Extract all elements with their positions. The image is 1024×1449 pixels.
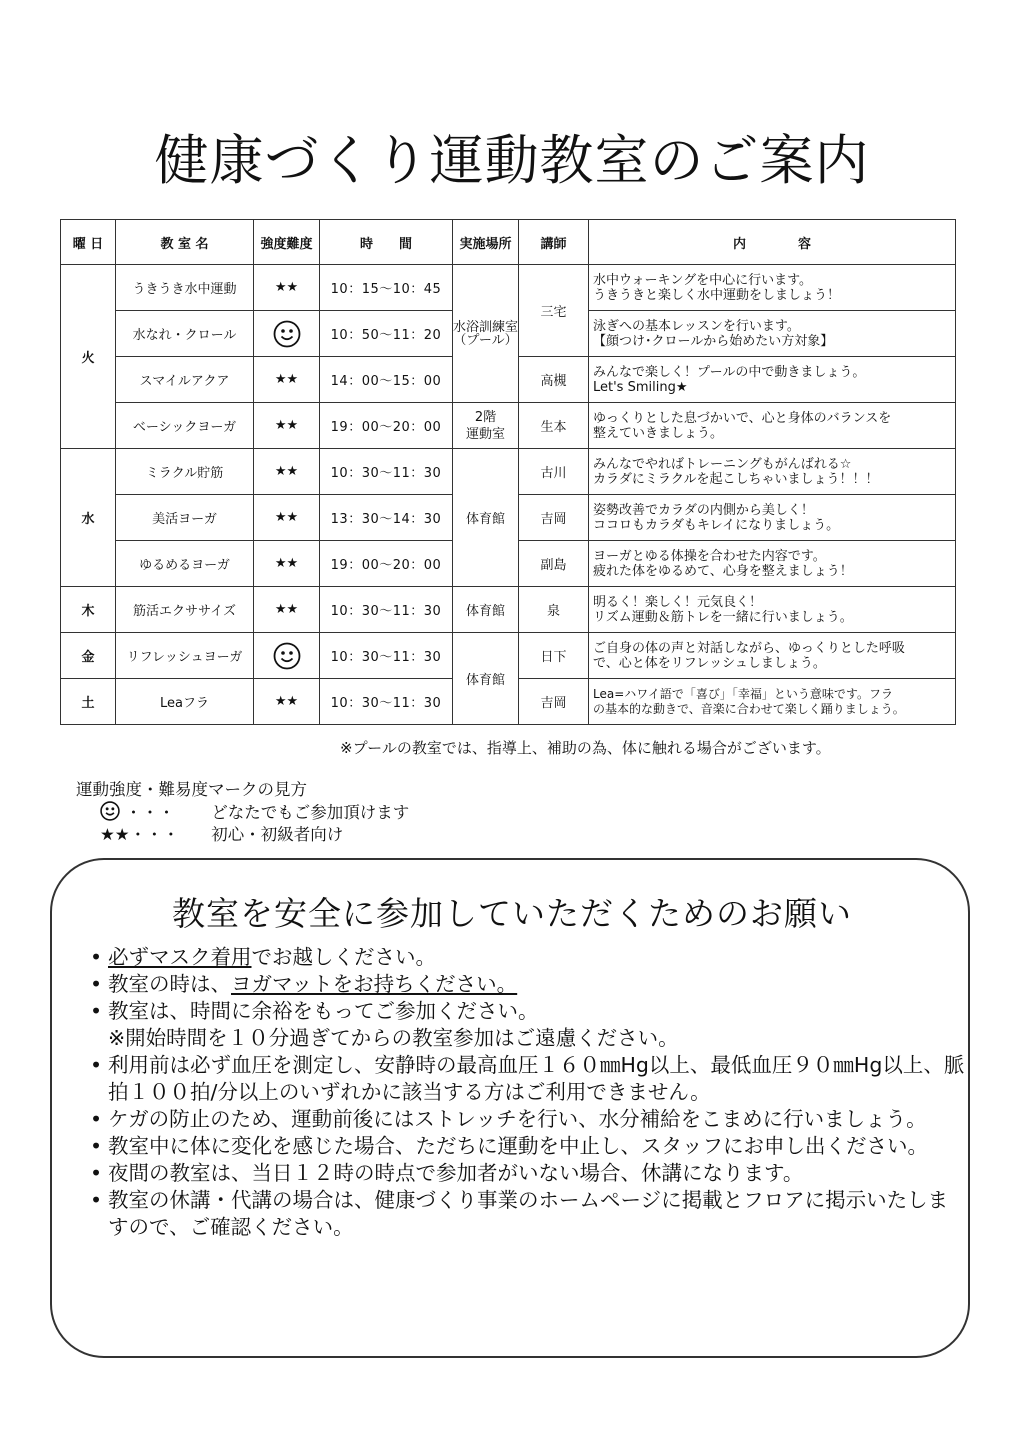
instructor-cell: 副島 (519, 541, 589, 587)
content-cell (589, 357, 956, 403)
header-level: 強度難度 (254, 220, 320, 265)
venue-cell: 体育館 (453, 449, 519, 587)
pool-note: ※プールの教室では、指導上、補助の為、体に触れる場合がございます。 (340, 739, 831, 757)
content-cell (589, 449, 956, 495)
list-item (86, 971, 966, 998)
header-content: 内 容 (589, 220, 956, 265)
time-cell: 19：00〜20：00 (320, 403, 453, 449)
list-item: • 教室中に体に変化を感じた場合、ただちに運動を中止し、スタッフにお申し出ください。 (86, 1133, 966, 1160)
class-name: 水なれ・クロール (116, 311, 254, 357)
venue-cell: 体育館 (453, 633, 519, 725)
content-cell (589, 633, 956, 679)
time-cell: 10：30〜11：30 (320, 633, 453, 679)
content-line: ゆっくりとした息づかいで、心と身体のバランスを (593, 410, 892, 426)
venue-cell: 体育館 (453, 587, 519, 633)
content-line: Let's Smiling★ (593, 379, 688, 395)
class-name: うきうき水中運動 (116, 265, 254, 311)
content-line: 姿勢改善でカラダの内側から美しく！ (593, 502, 814, 518)
instructor-cell: 生本 (519, 403, 589, 449)
time-cell: 10：30〜11：30 (320, 679, 453, 725)
time-cell: 13：30〜14：30 (320, 495, 453, 541)
content-line: で、心と体をリフレッシュしましょう。 (593, 655, 826, 671)
header-day: 曜 日 (61, 220, 116, 265)
content-line: 整えていきましょう。 (593, 425, 724, 441)
list-item (86, 944, 966, 971)
legend-smiley-row (76, 801, 409, 824)
class-name: 筋活エクササイズ (116, 587, 254, 633)
content-line: カラダにミラクルを起こしちゃいましょう！！！ (593, 471, 879, 487)
legend-stars-key: ★★・・・ (100, 825, 180, 844)
table-row (61, 265, 956, 311)
level-stars: ★★ (254, 449, 320, 495)
content-cell (589, 495, 956, 541)
table-row (61, 633, 956, 679)
venue-cell: 2階 運動室 (453, 403, 519, 449)
smiley-icon (273, 642, 301, 670)
class-name: ベーシックヨーガ (116, 403, 254, 449)
list-item-text: 教室は、時間に余裕をもってご参加ください。 (108, 999, 539, 1023)
content-line: Lea=ハワイ語で「喜び」「幸福」という意味です。フラ (593, 686, 893, 701)
table-row (61, 403, 956, 449)
day-cell: 金 (61, 633, 116, 679)
table-row (61, 587, 956, 633)
class-name: ミラクル貯筋 (116, 449, 254, 495)
content-line: の基本的な動きで、音楽に合わせて楽しく踊りましょう。 (593, 701, 905, 716)
requests-list (86, 944, 966, 1241)
list-item-text: でお越しください。 (251, 945, 436, 969)
table-header-row (61, 220, 956, 265)
legend (76, 779, 409, 846)
content-line: ココロもカラダもキレイになりましょう。 (593, 517, 840, 533)
content-cell (589, 403, 956, 449)
list-item (86, 998, 966, 1052)
header-class-name: 教 室 名 (116, 220, 254, 265)
content-cell (589, 587, 956, 633)
legend-title: 運動強度・難易度マークの見方 (76, 780, 307, 799)
legend-stars-row (76, 824, 409, 846)
list-item: • 教室の休講・代講の場合は、健康づくり事業のホームページに掲載とフロアに掲示いたしますので、ご確認ください。 (86, 1187, 966, 1241)
content-line: 明るく！楽しく！元気良く！ (593, 594, 763, 610)
table-row (61, 449, 956, 495)
time-cell: 14：00〜15：00 (320, 357, 453, 403)
content-cell (589, 541, 956, 587)
content-line: みんなで楽しく！プールの中で動きましょう。 (593, 364, 866, 380)
class-name: リフレッシュヨーガ (116, 633, 254, 679)
day-cell: 土 (61, 679, 116, 725)
content-line: リズム運動＆筋トレを一緒に行いましょう。 (593, 609, 853, 625)
day-cell: 火 (61, 265, 116, 449)
schedule-table (60, 219, 956, 725)
header-venue: 実施場所 (453, 220, 519, 265)
header-instructor: 講師 (519, 220, 589, 265)
time-cell: 10：50〜11：20 (320, 311, 453, 357)
time-cell: 10：30〜11：30 (320, 449, 453, 495)
content-cell (589, 265, 956, 311)
smiley-icon (273, 320, 301, 348)
level-smiley (254, 633, 320, 679)
time-cell: 19：00〜20：00 (320, 541, 453, 587)
legend-stars-text: 初心・初級者向け (211, 825, 344, 844)
list-item: • 夜間の教室は、当日１２時の時点で参加者がいない場合、休講になります。 (86, 1160, 966, 1187)
requests-title: 教室を安全に参加していただくためのお願い (172, 894, 852, 933)
level-stars: ★★ (254, 357, 320, 403)
instructor-cell: 吉岡 (519, 495, 589, 541)
day-cell: 水 (61, 449, 116, 587)
mask-underlined: 必ずマスク着用 (108, 945, 252, 969)
content-line: うきうきと楽しく水中運動をしましょう！ (593, 287, 841, 303)
content-cell (589, 679, 956, 725)
instructor-cell: 三宅 (519, 265, 589, 357)
class-name: ゆるめるヨーガ (116, 541, 254, 587)
content-line: みんなでやればトレーニングもがんばれる☆ (593, 456, 852, 472)
list-item: • ケガの防止のため、運動前後にはストレッチを行い、水分補給をこまめに行いましょう。 (86, 1106, 966, 1133)
level-stars: ★★ (254, 403, 320, 449)
class-name: スマイルアクア (116, 357, 254, 403)
day-cell: 木 (61, 587, 116, 633)
smiley-icon (100, 801, 120, 821)
level-stars: ★★ (254, 541, 320, 587)
instructor-cell: 古川 (519, 449, 589, 495)
content-line: ご自身の体の声と対話しながら、ゆっくりとした呼吸 (593, 640, 905, 656)
time-cell: 10：15〜10：45 (320, 265, 453, 311)
list-item-note: ※開始時間を１０分過ぎてからの教室参加はご遠慮ください。 (108, 1026, 679, 1050)
legend-smiley-dots: ・・・ (125, 803, 175, 822)
instructor-cell: 吉岡 (519, 679, 589, 725)
level-stars: ★★ (254, 265, 320, 311)
venue-cell: 水浴訓練室 （プール） (453, 265, 519, 403)
instructor-cell: 日下 (519, 633, 589, 679)
class-name: 美活ヨーガ (116, 495, 254, 541)
content-line: 疲れた体をゆるめて、心身を整えましょう！ (593, 563, 853, 579)
header-time: 時 間 (320, 220, 453, 265)
content-cell (589, 311, 956, 357)
list-item: • 利用前は必ず血圧を測定し、安静時の最高血圧１６０㎜Hg以上、最低血圧９０㎜Hg以上、脈拍１００拍/分以上のいずれかに該当する方はご利用できません。 (86, 1052, 966, 1106)
instructor-cell: 泉 (519, 587, 589, 633)
class-name: Leaフラ (116, 679, 254, 725)
content-line: ヨーガとゆる体操を合わせた内容です。 (593, 548, 826, 564)
content-line: 【顔つけ･クロールから始めたい方対象】 (593, 333, 834, 349)
content-line: 水中ウォーキングを中心に行います。 (593, 272, 813, 288)
level-stars: ★★ (254, 495, 320, 541)
legend-smiley-key (100, 801, 206, 824)
time-cell: 10：30〜11：30 (320, 587, 453, 633)
yoga-mat-underlined: ヨガマットをお持ちください。 (231, 972, 518, 996)
level-smiley (254, 311, 320, 357)
level-stars: ★★ (254, 587, 320, 633)
instructor-cell: 高槻 (519, 357, 589, 403)
content-line: 泳ぎへの基本レッスンを行います。 (593, 318, 800, 334)
legend-smiley-text: どなたでもご参加頂けます (211, 803, 410, 822)
list-item-text: 教室の時は、 (108, 972, 231, 996)
level-stars: ★★ (254, 679, 320, 725)
page-title: 健康づくり運動教室のご案内 (154, 129, 870, 192)
